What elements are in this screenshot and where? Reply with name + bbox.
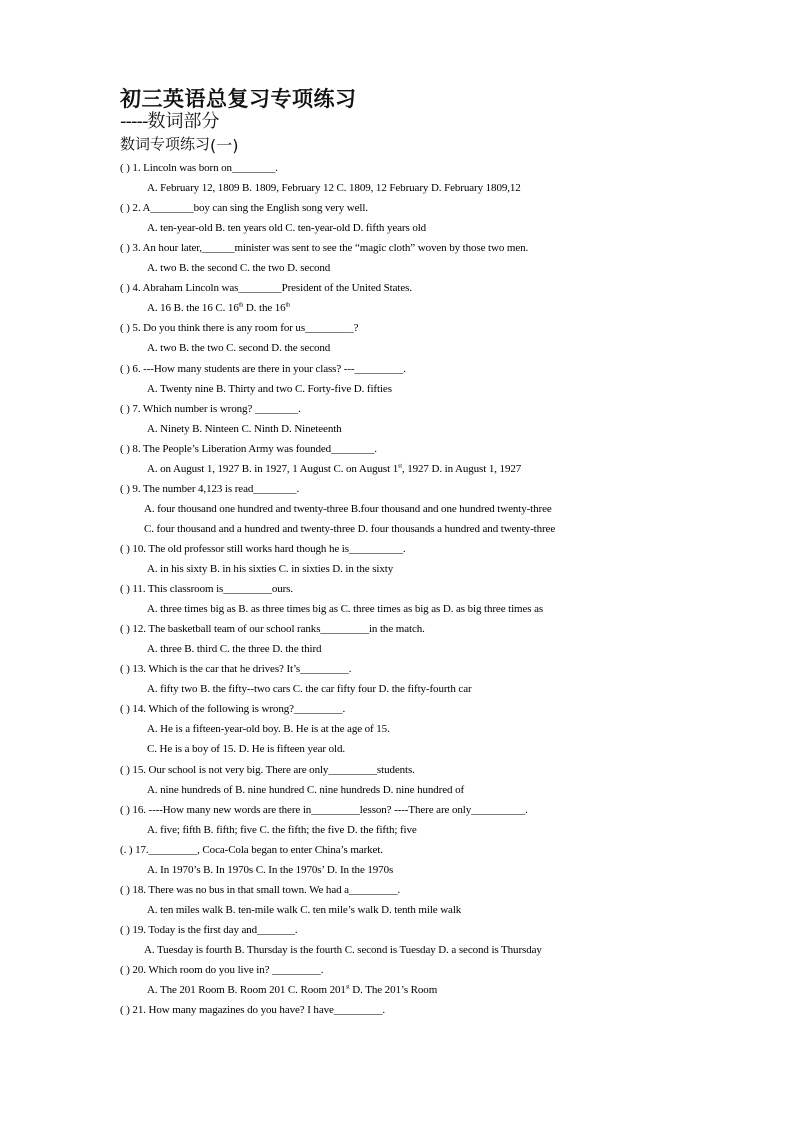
question-options: A. February 12, 1809 B. 1809, February 12 C. 1809, 12 February D. February 1809,12 [147,182,521,195]
page-subtitle [120,107,219,133]
question-stem: ( ) 8. The People’s Liberation Army was founded________. [120,442,377,455]
section-number: (一) [210,136,239,155]
section-title: 数词专项练习 [120,135,211,153]
question-options: A. two B. the second C. the two D. second [147,262,331,275]
question-stem: ( ) 7. Which number is wrong? ________. [120,402,301,415]
question-options: A. Tuesday is fourth B. Thursday is the fourth C. second is Tuesday D. a second is Thursday [144,943,542,956]
question-options: A. He is a fifteen-year-old boy. B. He is at the age of 15. [147,723,390,736]
question-stem: ( ) 12. The basketball team of our school ranks_________in the match. [120,623,425,636]
question-options: A. five; fifth B. fifth; five C. the fifth; the five D. the fifth; five [147,823,417,836]
question-stem: ( ) 4. Abraham Lincoln was________President of the United States. [120,282,412,295]
question-stem: ( ) 14. Which of the following is wrong?_________. [120,703,346,716]
question-stem: ( ) 21. How many magazines do you have? I have_________. [120,1004,386,1017]
question-options: A. 16 B. the 16 C. 16th D. the 16th [147,302,291,315]
question-options: A. in his sixty B. in his sixties C. in sixties D. in the sixty [147,563,394,575]
question-options: A. The 201 Room B. Room 201 C. Room 201st D. The 201’s Room [147,984,438,997]
question-stem: ( ) 6. ---How many students are there in your class? ---_________. [120,362,406,375]
question-stem: ( ) 19. Today is the first day and_______. [120,923,298,936]
section-heading [120,131,239,154]
question-stem: ( ) 1. Lincoln was born on________. [120,162,278,174]
ordinal-suffix: th [285,302,291,309]
question-stem: (. ) 17._________, Coca-Cola began to enter China’s market. [120,843,383,856]
ordinal-suffix: th [238,302,244,309]
question-options: A. fifty two B. the fifty--two cars C. the car fifty four D. the fifty-fourth car [147,683,472,696]
question-options: A. nine hundreds of B. nine hundred C. nine hundreds D. nine hundred of [147,783,465,796]
question-options: A. three times big as B. as three times big as C. three times as big as D. as big three times as [147,603,544,616]
question-options: A. four thousand one hundred and twenty-three B.four thousand and one hundred twenty-three [144,502,552,515]
subtitle-dashes: ----- [120,111,148,132]
question-stem: ( ) 2. A________boy can sing the English song very well. [120,202,368,215]
question-stem: ( ) 15. Our school is not very big. There are only_________students. [120,763,415,776]
page-title: 初三英语总复习专项练习 [120,87,357,111]
ordinal-suffix: st [398,463,402,470]
question-stem: ( ) 3. An hour later,______minister was sent to see the “magic cloth” woven by those two men. [120,242,529,255]
question-stem: ( ) 13. Which is the car that he drives? It’s_________. [120,663,352,676]
question-options: A. three B. third C. the three D. the third [147,643,322,656]
question-stem: ( ) 11. This classroom is_________ours. [120,583,294,596]
question-options: A. ten miles walk B. ten-mile walk C. ten mile’s walk D. tenth mile walk [147,903,462,916]
question-options: A. Ninety B. Ninteen C. Ninth D. Nineteenth [147,422,342,435]
question-options: A. two B. the two C. second D. the second [147,342,331,355]
subtitle-text: 数词部分 [147,111,220,132]
question-options: A. ten-year-old B. ten years old C. ten-year-old D. fifth years old [147,222,427,235]
question-options: C. He is a boy of 15. D. He is fifteen year old. [147,743,346,756]
question-stem: ( ) 20. Which room do you live in? _________. [120,964,324,976]
question-options: A. on August 1, 1927 B. in 1927, 1 August C. on August 1st, 1927 D. in August 1, 1927 [147,462,522,475]
question-options: A. Twenty nine B. Thirty and two C. Forty-five D. fifties [147,382,392,395]
question-stem: ( ) 10. The old professor still works hard though he is__________. [120,542,406,555]
question-stem: ( ) 18. There was no bus in that small town. We had a_________. [120,883,401,896]
question-stem: ( ) 5. Do you think there is any room for us_________? [120,322,359,335]
question-stem: ( ) 9. The number 4,123 is read________. [120,482,300,495]
ordinal-suffix: st [345,984,350,991]
question-stem: ( ) 16. ----How many new words are there in_________lesson? ----There are only__________. [120,803,528,816]
question-options: C. four thousand and a hundred and twenty-three D. four thousands a hundred and twenty-three [144,522,556,535]
question-options: A. In 1970’s B. In 1970s C. In the 1970s’ D. In the 1970s [147,863,394,876]
